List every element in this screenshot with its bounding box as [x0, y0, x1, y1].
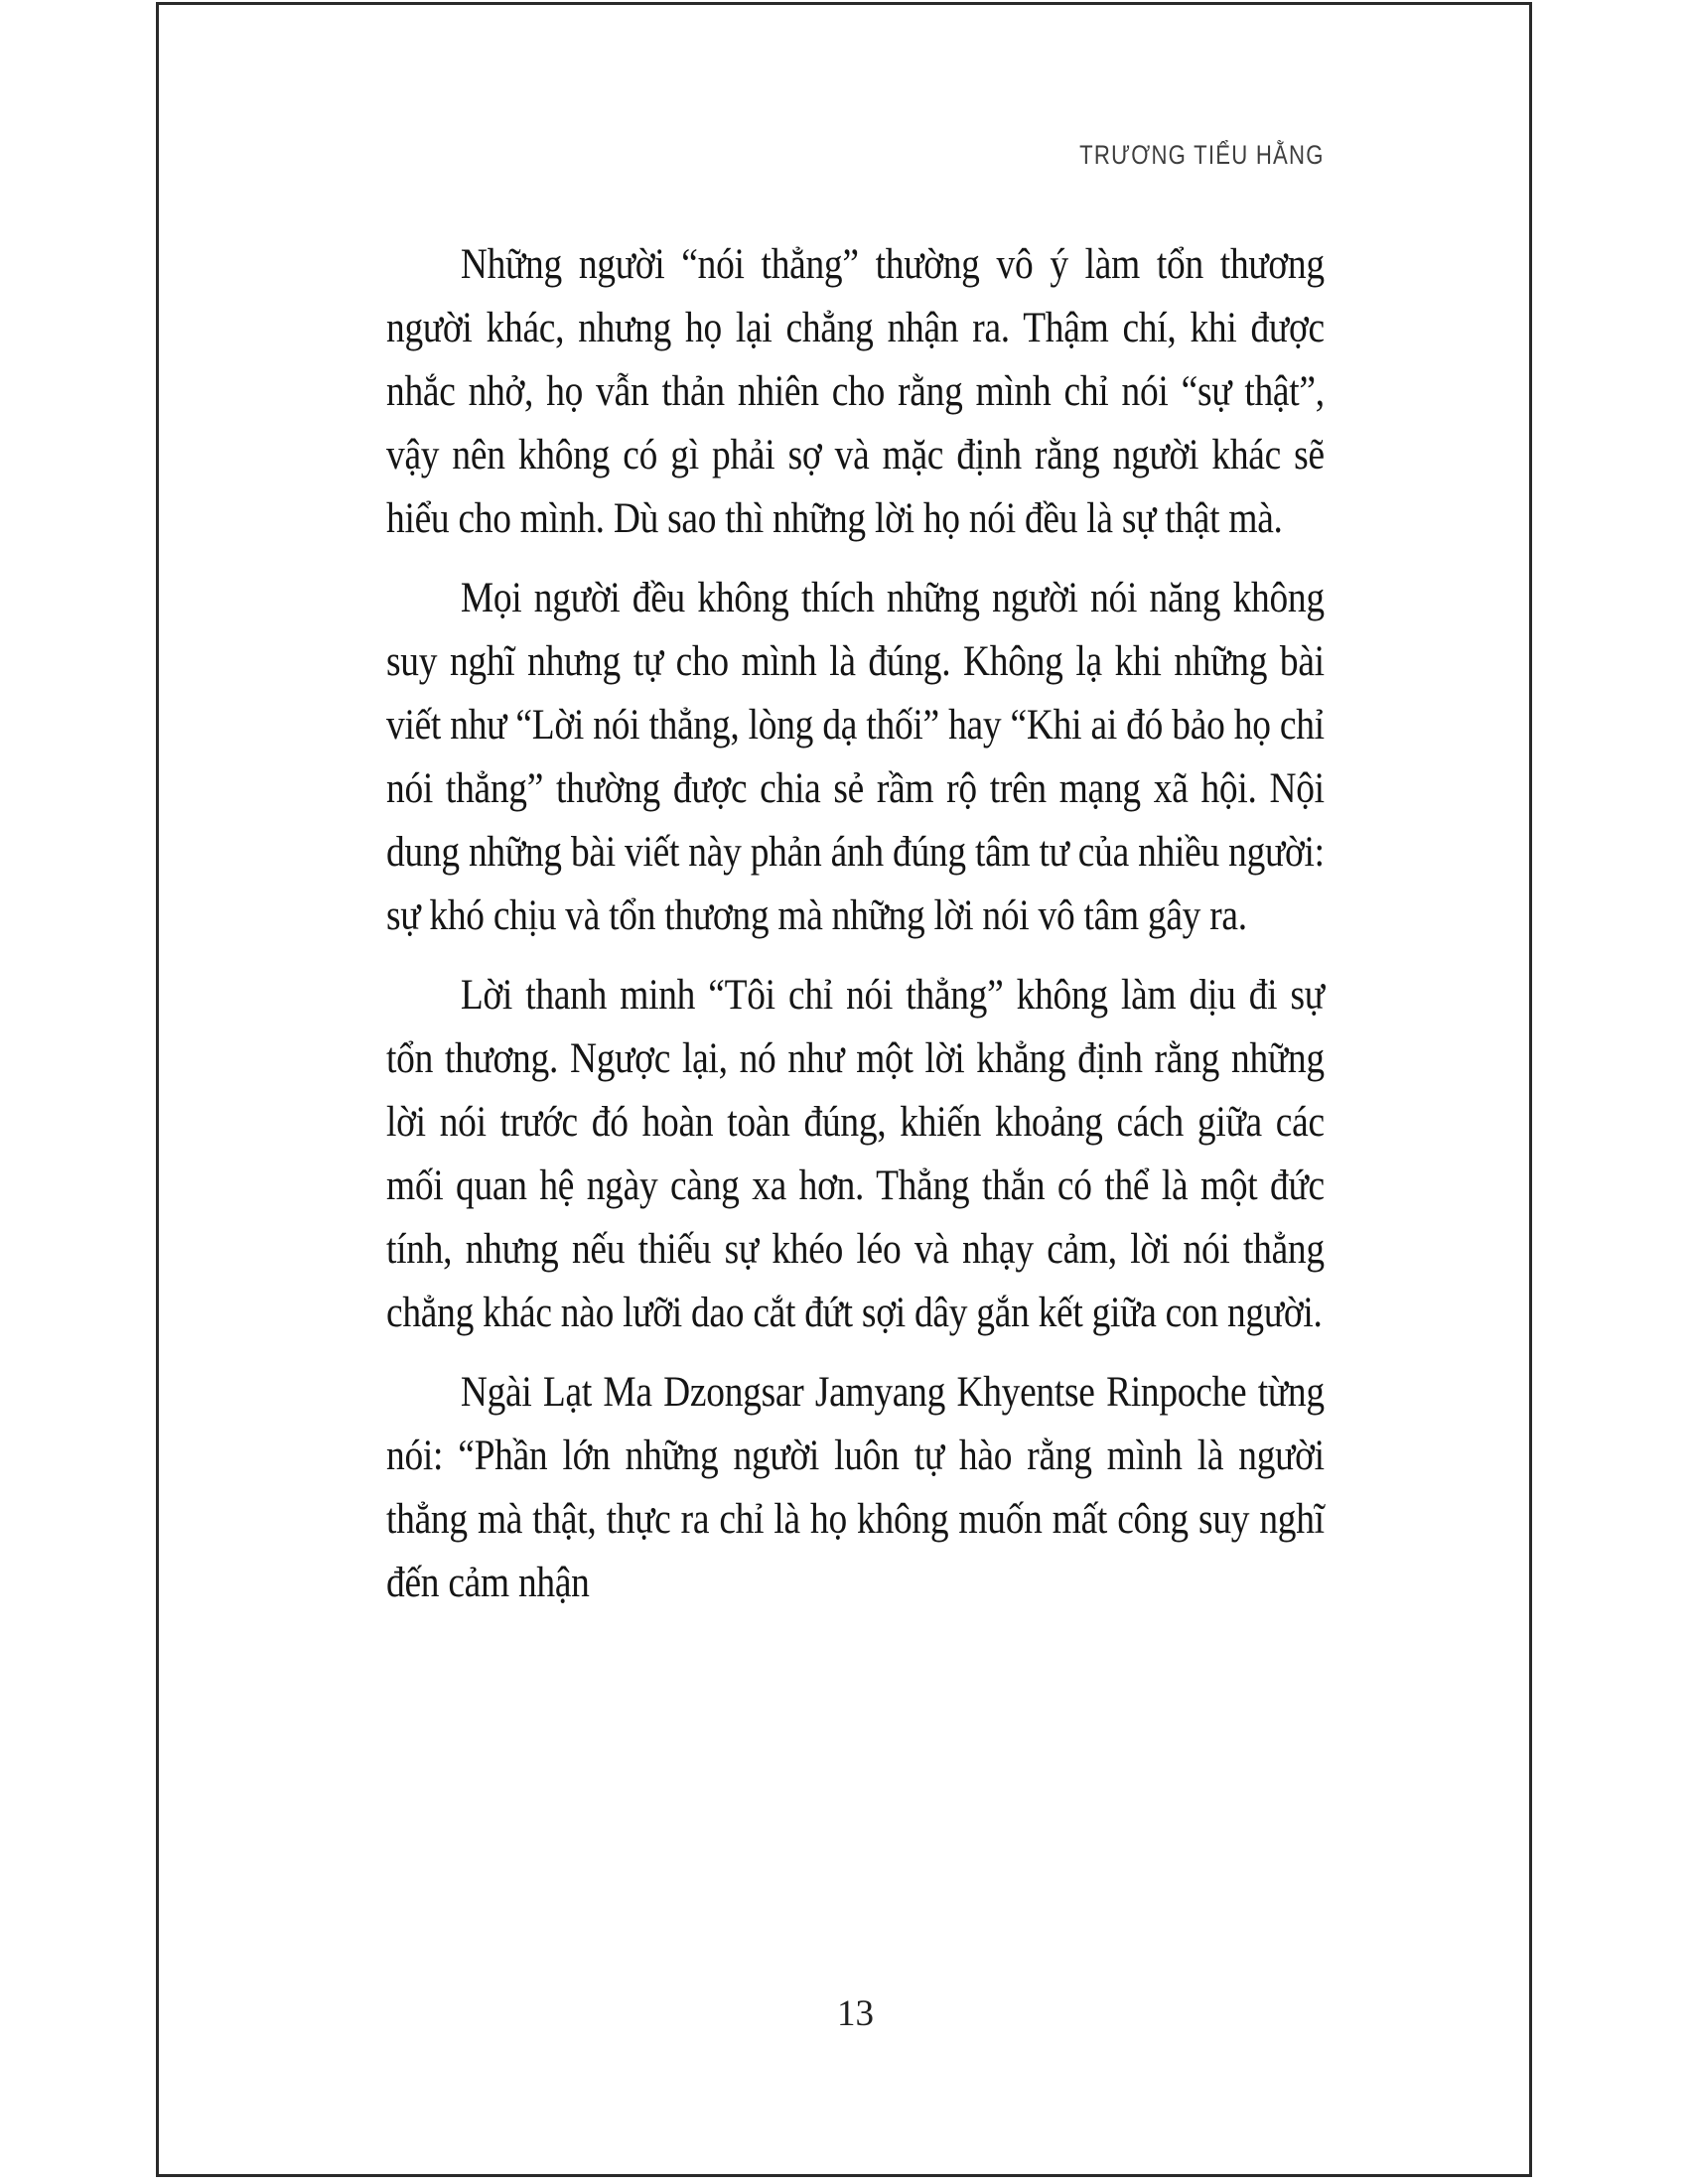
running-head-text: TRƯƠNG TIỂU HẰNG: [1079, 140, 1325, 170]
paragraph: Ngài Lạt Ma Dzongsar Jamyang Khyentse Rinpoche từng nói: “Phần lớn những người luôn tự hào rằng mình là người thẳng mà thật, thực ra chỉ là họ không muốn mất công suy nghĩ đến cảm nhận: [386, 1369, 1325, 1606]
paragraph: Lời thanh minh “Tôi chỉ nói thẳng” không làm dịu đi sự tổn thương. Ngược lại, nó như một lời khẳng định rằng những lời nói trước đó hoàn toàn đúng, khiến khoảng cách giữa các mối quan hệ ngày càng xa hơn. Thẳng thắn có thể là một đức tính, nhưng nếu thiếu sự khéo léo và nhạy cảm, lời nói thẳng chẳng khác nào lưỡi dao cắt đứt sợi dây gắn kết giữa con người.: [386, 972, 1325, 1336]
page-number: 13: [837, 1993, 874, 2034]
body-text: [386, 233, 1325, 1631]
paragraph: Mọi người đều không thích những người nói năng không suy nghĩ nhưng tự cho mình là đúng. Không lạ khi những bài viết như “Lời nói thẳng, lòng dạ thối” hay “Khi ai đó bảo họ chỉ nói thẳng” thường được chia sẻ rầm rộ trên mạng xã hội. Nội dung những bài viết này phản ánh đúng tâm tư của nhiều người: sự khó chịu và tổn thương mà những lời nói vô tâm gây ra.: [386, 575, 1325, 939]
running-head: [386, 140, 1325, 171]
paragraph: Những người “nói thẳng” thường vô ý làm tổn thương người khác, nhưng họ lại chẳng nhận ra. Thậm chí, khi được nhắc nhở, họ vẫn thản nhiên cho rằng mình chỉ nói “sự thật”, vậy nên không có gì phải sợ và mặc định rằng người khác sẽ hiểu cho mình. Dù sao thì những lời họ nói đều là sự thật mà.: [386, 241, 1325, 542]
book-page: [156, 2, 1532, 2177]
